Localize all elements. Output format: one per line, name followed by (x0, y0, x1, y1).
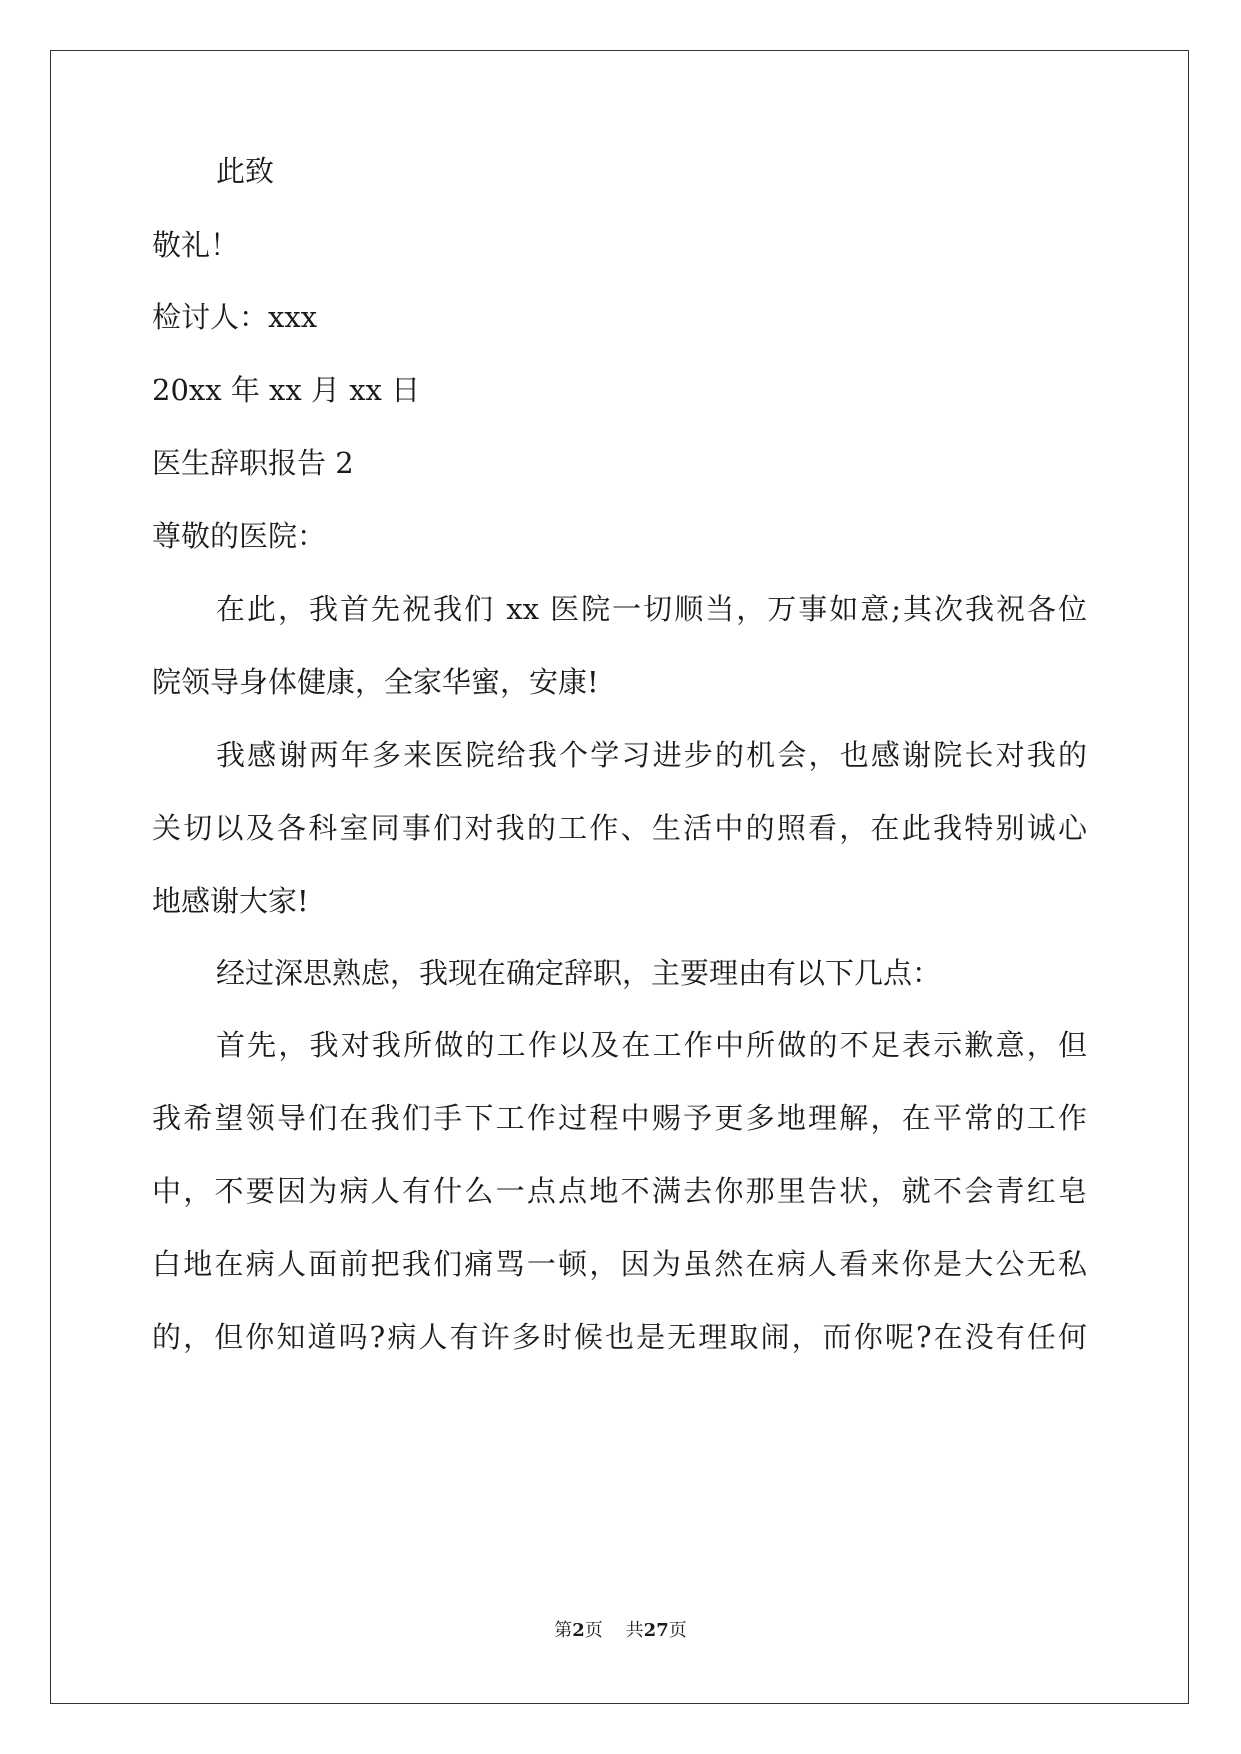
closing-line: 此致 (216, 154, 275, 188)
page-footer (0, 1616, 1241, 1642)
paragraph-line: 地感谢大家! (152, 884, 309, 918)
paragraph-line: 院领导身体健康，全家华蜜，安康! (152, 665, 599, 699)
paragraph-line: 我希望领导们在我们手下工作过程中赐予更多地理解，在平常的工作 (152, 1101, 1087, 1135)
total-prefix: 共 (625, 1620, 644, 1641)
total-suffix: 页 (668, 1620, 687, 1641)
page-suffix: 页 (584, 1620, 603, 1641)
paragraph-line: 首先，我对我所做的工作以及在工作中所做的不足表示歉意，但 (216, 1028, 1087, 1062)
paragraph-line: 经过深思熟虑，我现在确定辞职，主要理由有以下几点： (216, 956, 942, 990)
date-line: 20xx 年 xx 月 xx 日 (152, 373, 421, 407)
paragraph-line: 关切以及各科室同事们对我的工作、生活中的照看，在此我特别诚心 (152, 811, 1087, 845)
page-prefix: 第 (554, 1620, 573, 1641)
paragraph-line: 的，但你知道吗?病人有许多时候也是无理取闹，而你呢?在没有任何 (152, 1320, 1087, 1354)
signature-line: 检讨人：xxx (152, 300, 318, 334)
paragraph-line: 中，不要因为病人有什么一点点地不满去你那里告状，就不会青红皂 (152, 1174, 1087, 1208)
paragraph-line: 我感谢两年多来医院给我个学习进步的机会，也感谢院长对我的 (216, 738, 1087, 772)
paragraph-line: 在此，我首先祝我们 xx 医院一切顺当，万事如意;其次我祝各位 (216, 592, 1087, 626)
greeting-line: 尊敬的医院： (152, 519, 327, 553)
section-title: 医生辞职报告 2 (152, 446, 354, 480)
salutation-line: 敬礼！ (152, 228, 240, 262)
paragraph-line: 白地在病人面前把我们痛骂一顿，因为虽然在病人看来你是大公无私 (152, 1247, 1087, 1281)
page-number: 2 (572, 1620, 585, 1641)
total-pages: 27 (643, 1620, 669, 1641)
